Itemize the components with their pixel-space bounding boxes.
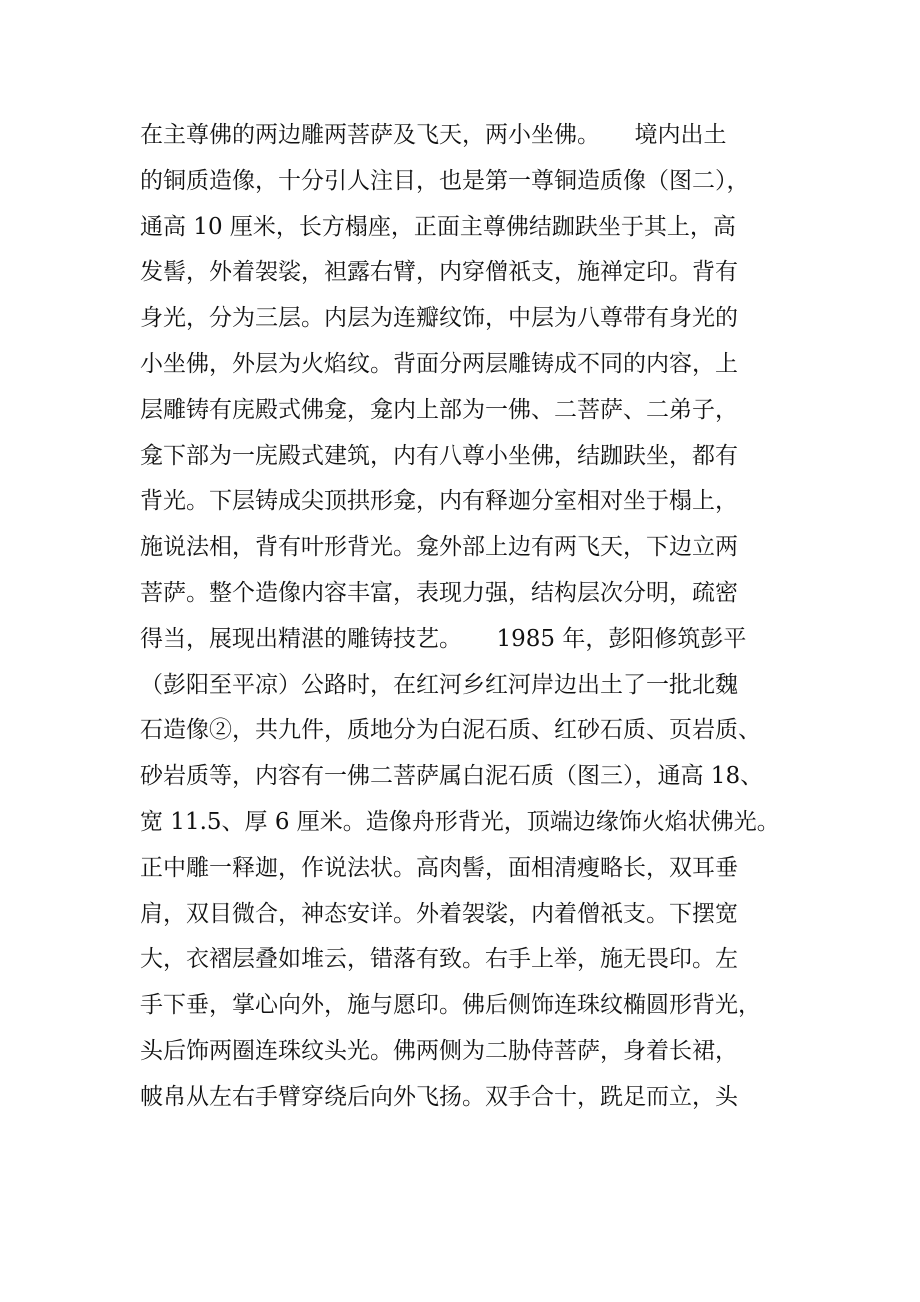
text-line: 身光，分为三层。内层为连瓣纹饰，中层为八尊带有身光的	[140, 305, 738, 332]
text-line: 宽 11.5、厚 6 厘米。造像舟形背光，顶端边缘饰火焰状佛光。	[140, 808, 780, 835]
text-line: 在主尊佛的两边雕两菩萨及飞天，两小坐佛。 境内出土	[140, 122, 727, 148]
text-line: 大，衣褶层叠如堆云，错落有致。右手上举，施无畏印。左	[140, 946, 738, 973]
text-line: 通高 10 厘米，长方榻座，正面主尊佛结跏趺坐于其上，高	[140, 213, 736, 240]
text-line: 手下垂，掌心向外，施与愿印。佛后侧饰连珠纹椭圆形背光，	[140, 992, 761, 1019]
text-line: 菩萨。整个造像内容丰富，表现力强，结构层次分明，疏密	[140, 579, 738, 606]
text-line: 小坐佛，外层为火焰纹。背面分两层雕铸成不同的内容，上	[140, 350, 738, 377]
text-line: 的铜质造像，十分引人注目，也是第一尊铜造质像（图二），	[140, 167, 750, 194]
text-line: 肩，双目微合，神态安详。外着袈裟，内着僧祇支。下摆宽	[140, 900, 738, 927]
body-text	[140, 113, 800, 1121]
text-line: 正中雕一释迦，作说法状。高肉髻，面相清瘦略长，双耳垂	[140, 854, 738, 881]
text-line: 施说法相，背有叶形背光。龛外部上边有两飞天，下边立两	[140, 534, 738, 561]
text-line: 背光。下层铸成尖顶拱形龛，内有释迦分室相对坐于榻上，	[140, 488, 738, 515]
text-line: 层雕铸有庑殿式佛龛，龛内上部为一佛、二菩萨、二弟子，	[140, 396, 738, 423]
text-line: 头后饰两圈连珠纹头光。佛两侧为二胁侍菩萨，身着长裙，	[140, 1037, 738, 1064]
text-line: 得当，展现出精湛的雕铸技艺。 1985 年，彭阳修筑彭平	[140, 625, 747, 652]
text-line: 石造像②，共九件，质地分为白泥石质、红砂石质、页岩质、	[140, 717, 761, 744]
text-line: 砂岩质等，内容有一佛二菩萨属白泥石质（图三），通高 18、	[140, 763, 764, 790]
text-line: 龛下部为一庑殿式建筑，内有八尊小坐佛，结跏趺坐，都有	[140, 442, 738, 469]
text-line: 发髻，外着袈裟，袒露右臂，内穿僧祇支，施禅定印。背有	[140, 259, 738, 286]
text-line: （彭阳至平凉）公路时，在红河乡红河岸边出土了一批北魏	[140, 671, 738, 698]
text-line: 帔帛从左右手臂穿绕后向外飞扬。双手合十，跣足而立，头	[140, 1083, 738, 1110]
